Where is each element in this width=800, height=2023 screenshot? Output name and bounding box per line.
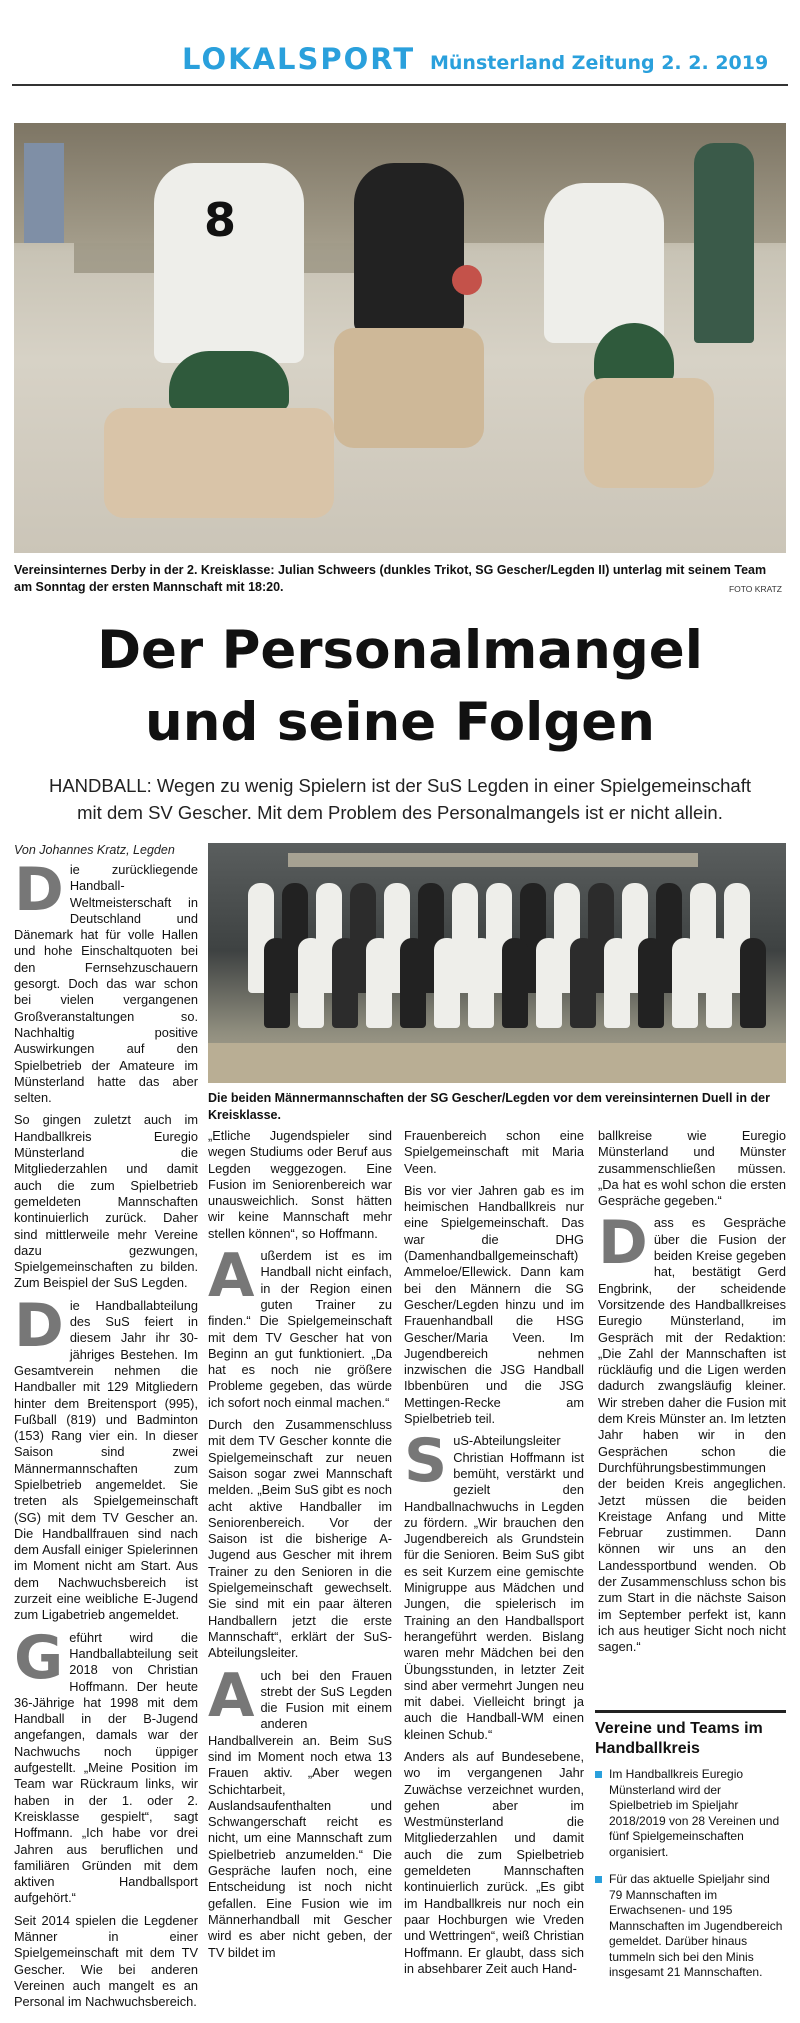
info-box-list <box>595 1767 786 1981</box>
team-photo-caption: Die beiden Männermannschaften der SG Gescher/Legden vor dem vereinsinternen Duell in der Kreisklasse. <box>208 1091 770 1122</box>
article-column-3 <box>404 1128 584 1977</box>
headline <box>0 615 800 759</box>
drop-cap: D <box>14 855 64 925</box>
paragraph: Frauenbereich schon eine Spielgemeinschaft mit Maria Veen. <box>404 1128 584 1176</box>
photo-floor <box>208 1043 786 1083</box>
photo-banner <box>288 853 698 867</box>
player-white-right-legs <box>584 378 714 488</box>
masthead-rule <box>12 84 788 86</box>
team-player-figure <box>672 938 698 1028</box>
paragraph-text: ie Handballabteilung des SuS feiert in diesem Jahr ihr 30-jähriges Bestehen. Im Gesamtverein nehmen die Handballer mit 129 Mitgliedern hinter dem Breitensport (995), Fußball (819) und Badminton (153) Rang vier ein. In dieser Saison sind zwei Männermannschaften zum Spielbetrieb angemeldet. Sie treten als Spielgemeinschaft (SG) mit dem TV Gescher an. Die Handballfrauen sind nach dem Ausfall einiger Spielerinnen im Moment nicht am Start. Aus dem Nachwuchsbereich ist zurzeit eine weibliche E-Jugend zum Ligabetrieb angemeldet. <box>14 1297 198 1623</box>
paragraph-text: ußerdem ist es im Handball nicht einfach, in der Region einen guten Trainer zu finden.“ Die Spielgemeinschaft mit dem TV Gescher hat von Beginn an gut funktioniert. „Da hat es noch nie größere Probleme gegeben, das würde ich sofort noch einmal machen.“ <box>208 1248 392 1410</box>
article-column-1 <box>14 855 198 2010</box>
paragraph <box>598 1208 786 1655</box>
paragraph-text: uS-Abteilungsleiter Christian Hoffmann ist bemüht, verstärkt und gezielt den Handballnachwuchs in Legden zu fördern. „Wir brauchen den Jugendbereich als Grundstein für die Senioren. Beim SuS gibt es seit Kurzem eine gemischte Minigruppe aus Mädchen und Jungen, die spielerisch im Training an den Handballsport herangeführt werden. Bislang waren mehr Mädchen bei den Übungsstunden, in letzter Zeit sind aber vermehrt Jungen neu mit dabei. Vielleicht bringt ja auch die Handball-WM einen kleinen Schub.“ <box>404 1433 584 1742</box>
section-title: LOKALSPORT <box>182 42 416 76</box>
article-column-4 <box>598 1128 786 1656</box>
paragraph <box>208 1660 392 1961</box>
paragraph: So gingen zuletzt auch im Handballkreis Euregio Münsterland die Mitgliederzahlen und damit auch die zum Spielbetrieb gemeldeten Mannschaften kontinuierlich zurück. Daher sind mittlerweile mehr Vereine dazu gezwungen, Spielgemeinschaften zu bilden. Zum Beispiel der SuS Legden. <box>14 1112 198 1291</box>
subheadline <box>0 772 800 826</box>
handball-ball <box>452 265 482 295</box>
team-player-figure <box>366 938 392 1028</box>
player-white-right <box>544 183 664 343</box>
info-box <box>595 1710 786 1993</box>
headline-line-2: und seine Folgen <box>145 692 655 753</box>
team-player-figure <box>400 938 426 1028</box>
paragraph <box>14 1622 198 1907</box>
paragraph <box>208 1241 392 1411</box>
paragraph: Anders als auf Bundesebene, wo im vergangenen Jahr Zuwächse verzeichnet wurden, gehen aber im Westmünsterland die Mitgliederzahlen und damit auch die zum Spielbetrieb gemeldeten Mannschaften kontinuierlich zurück. „Es gibt im Handballkreis nur noch ein paar Hochburgen wie Vreden und Wettringen“, weiß Christian Hoffmann. Er glaubt, dass sich in absehbarer Zeit auch Hand- <box>404 1748 584 1976</box>
paragraph: Seit 2014 spielen die Legdener Männer in einer Spielgemeinschaft mit dem TV Gescher. Wie bei anderen Vereinen auch mangelt es an Personal im Nachwuchsbereich. <box>14 1912 198 2010</box>
drop-cap: D <box>598 1208 648 1279</box>
team-player-figure <box>638 938 664 1028</box>
photo-credit: FOTO KRATZ <box>728 584 782 594</box>
team-photo <box>208 843 786 1083</box>
photo-caption: Vereinsinternes Derby in der 2. Kreisklasse: Julian Schweers (dunkles Trikot, SG Gescher/Legden II) unterlag mit seinem Team am Sonntag der ersten Mannschaft mit 18:20. <box>14 563 767 594</box>
headline-line-1: Der Personalmangel <box>97 620 703 681</box>
team-player-figure <box>706 938 732 1028</box>
player-white-8-shorts <box>169 351 289 411</box>
paragraph <box>14 855 198 1106</box>
referee-figure <box>694 143 754 343</box>
player-white-8-legs <box>104 408 334 518</box>
photo-door <box>24 143 64 243</box>
paragraph: ballkreise wie Euregio Münsterland und Münster zusammenschließen müssen. „Da hat es wohl schon die ersten Gespräche gegeben.“ <box>598 1128 786 1209</box>
player-dark-legs <box>334 328 484 448</box>
masthead <box>12 40 788 84</box>
paragraph-text: ass es Gespräche über die Fusion der beiden Kreise gegeben hat, bestätigt Gerd Engbrink, der scheidende Vorsitzende des Handballkreises Euregio Münsterland, im Gespräch mit der Redaktion: „Die Zahl der Mannschaften ist rückläufig und die Ligen werden dadurch zwangsläufig kleiner. Wir streben daher die Fusion mit dem Kreis Münster an. Im letzten Jahr haben wir in den Gesprächen schon die Durchführungsbestimmungen der beiden Kreis angeglichen. Jetzt müssen die beiden Kreistage Anfang und Mitte Februar zustimmen. Dann können wir uns an den Landessportbund wenden. Ob der Zusammenschluss schon bis zum Start in die nächste Saison im September perfekt ist, kann ich aus heutiger Sicht noch nicht sagen.“ <box>598 1215 786 1655</box>
paragraph <box>14 1290 198 1624</box>
info-box-item: Im Handballkreis Euregio Münsterland wird der Spielbetrieb im Spieljahr 2018/2019 von 28 Vereinen und fünf Spielgemeinschaften organisiert. <box>595 1767 786 1860</box>
team-player-figure <box>740 938 766 1028</box>
team-player-figure <box>502 938 528 1028</box>
team-player-figure <box>468 938 494 1028</box>
article-column-2 <box>208 1128 392 1961</box>
drop-cap: A <box>208 1241 255 1312</box>
paragraph: Durch den Zusammenschluss mit dem TV Gescher konnte die Spielgemeinschaft zur neuen Saison sogar zwei Mannschaft melden. „Beim SuS gibt es noch acht aktive Handballer im Seniorenbereich. Vor der Saison ist die bisherige A-Jugend aus Gescher mit ihrem Trainer zu den Senioren in die Spielgemeinschaft gewechselt. Sie sind mit ein paar älteren Handballern jetzt die erste Mannschaft“, erklärt der SuS-Abteilungsleiter. <box>208 1417 392 1661</box>
team-player-figure <box>570 938 596 1028</box>
drop-cap: G <box>14 1622 64 1693</box>
team-player-figure <box>264 938 290 1028</box>
paragraph: „Etliche Jugendspieler sind wegen Studiums oder Beruf aus Legden weggezogen. Eine Fusion im Seniorenbereich war unausweichlich. Sonst hätten wir keine Mannschaft mehr stellen können“, so Hoffmann. <box>208 1128 392 1241</box>
newspaper-date: Münsterland Zeitung 2. 2. 2019 <box>430 52 769 74</box>
subheadline-line-1: HANDBALL: Wegen zu wenig Spielern ist der SuS Legden in einer Spielgemeinschaft <box>48 775 752 796</box>
info-box-item: Für das aktuelle Spieljahr sind 79 Mannschaften im Erwachsenen- und 195 Mannschaften im Jugendbereich gemeldet. Darüber hinaus tummeln sich bei den Minis insgesamt 21 Mannschaften. <box>595 1872 786 1981</box>
subheadline-line-2: mit dem SV Gescher. Mit dem Problem des Personalmangels ist er nicht allein. <box>77 802 723 823</box>
handball-game-photo <box>14 123 786 553</box>
info-box-title: Vereine und Teams im Handballkreis <box>595 1710 786 1759</box>
team-player-figure <box>298 938 324 1028</box>
paragraph: Bis vor vier Jahren gab es im heimischen Handballkreis nur eine Spielgemeinschaft. Das war die DHG (Damenhandballgemeinschaft) Ammeloe/Ellewick. Dann kam bei den Männern die SG Gescher/Legden hinzu und im Frauenhandball die HSG Gescher/Maria Veen. Im Jugendbereich nehmen inzwischen die JSG Handball Ibbenbüren und die JSG Mettingen-Recke am Spielbetrieb teil. <box>404 1182 584 1427</box>
paragraph <box>404 1426 584 1743</box>
drop-cap: D <box>14 1290 64 1361</box>
team-player-figure <box>604 938 630 1028</box>
paragraph-text: eführt wird die Handballabteilung seit 2018 von Christian Hoffmann. Der heute 36-Jährige hat 1998 mit dem Handball in der B-Jugend angefangen, damals war der Nachwuchs noch üppiger aufgestellt. „Meine Position im Team war Rückraum links, wir haben in der 1. oder 2. Kreisklasse gespielt“, sagt Hoffmann. „Ich habe vor drei Jahren aus beruflichen und familiären Gründen mit dem aktiven Handballsport aufgehört.“ <box>14 1629 198 1906</box>
player-dark <box>354 163 464 333</box>
team-player-figure <box>332 938 358 1028</box>
drop-cap: A <box>208 1660 255 1731</box>
drop-cap: S <box>404 1426 448 1497</box>
byline: Von Johannes Kratz, Legden <box>14 843 175 857</box>
paragraph-text: ie zurückliegende Handball-Weltmeisterschaft in Deutschland und Dänemark hat für volle Hallen und hohe Einschaltquoten bei den Fernsehzuschauern gesorgt. Doch das war schon bei vielen vergangenen Großveranstaltungen so. Nachhaltig positive Auswirkungen auf den Spielbetrieb der Amateure im Münsterland hatte das aber selten. <box>14 862 198 1106</box>
paragraph-text: uch bei den Frauen strebt der SuS Legden die Fusion mit einem anderen Handballverein an. Beim SuS sind im Moment noch etwa 13 Frauen aktiv. „Aber wegen Schichtarbeit, Auslandsaufenthalten und Schwangerschaft reicht es nicht, um eine Mannschaft zum Spielbetrieb anzumelden.“ Die Gespräche laufen noch, eine Entscheidung ist noch nicht gefallen. Eine Fusion wie im Männerhandball mit Gescher wird es aber nicht geben, der TV bildet im <box>208 1667 392 1960</box>
team-player-figure <box>536 938 562 1028</box>
team-player-figure <box>434 938 460 1028</box>
jersey-number: 8 <box>204 193 237 247</box>
